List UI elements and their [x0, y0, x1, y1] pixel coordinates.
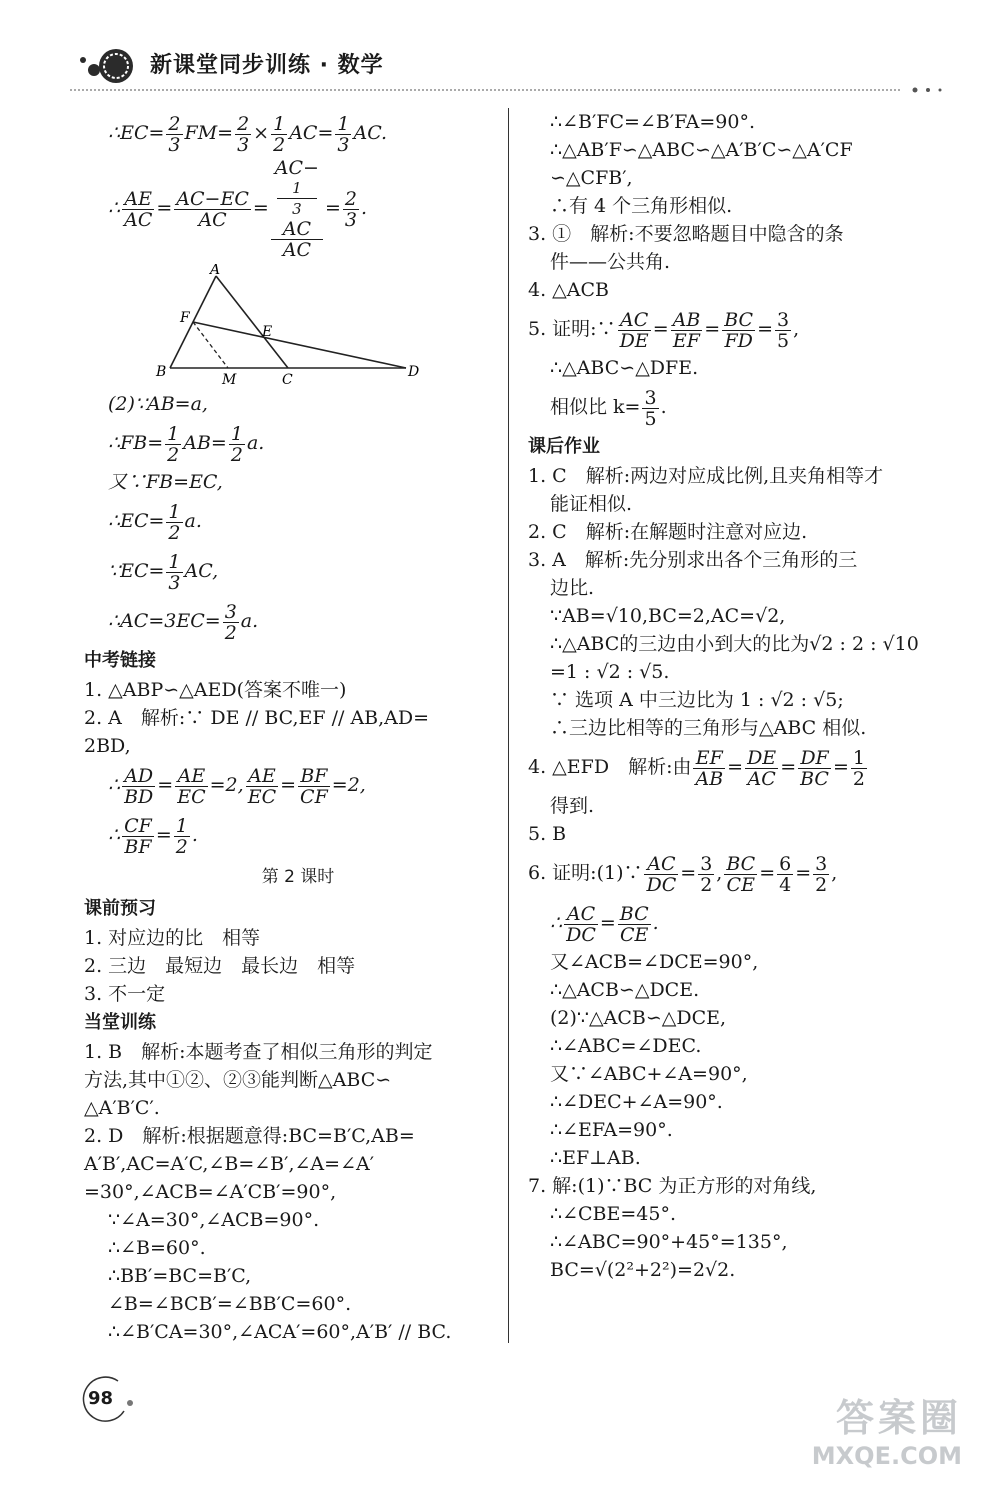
eq-line-z4: ∴ $\frac{CF}{BF}$ = $\frac{1}{2}$ . — [108, 814, 198, 858]
label-f: F — [180, 310, 190, 326]
section-heading: 中考链接 — [84, 650, 156, 671]
book-logo-icon — [76, 46, 140, 86]
answer-line: ∴△ACB∽△DCE. — [550, 979, 700, 1001]
page-header — [70, 40, 970, 90]
answer-line: 5. B — [528, 823, 567, 845]
answer-line: ∴有 4 个三角形相似. — [550, 195, 733, 217]
answer-line: 1. △ABP∽△AED(答案不唯一) — [84, 679, 347, 701]
answer-line: ∽△CFB′, — [550, 167, 633, 189]
answer-line: 又∵∠ABC+∠A=90°, — [550, 1063, 748, 1085]
header-title: 新课堂同步训练 · 数学 — [150, 53, 384, 78]
answer-line: ∴三边比相等的三角形与△ABC 相似. — [550, 717, 867, 739]
answer-line: ∴△ABC的三边由小到大的比为√2 : 2 : √10 — [550, 633, 919, 655]
answer-line: ∴∠CBE=45°. — [550, 1203, 677, 1225]
eq-line-8: ∴AC=3EC= $\frac{3}{2}$ a. — [108, 600, 259, 644]
answer-line: 1. 对应边的比 相等 — [84, 927, 261, 949]
eq-line-7: ∵EC= $\frac{1}{3}$ AC, — [108, 550, 219, 594]
answer-line: 3. ① 解析:不要忽略题目中隐含的条 — [528, 223, 844, 245]
watermark-bottom-text: MXQE.COM — [811, 1442, 962, 1470]
answer-line: 2. 三边 最短边 最长边 相等 — [84, 955, 356, 977]
answer-line: ∵ 选项 A 中三边比为 1 : √2 : √5; — [550, 689, 844, 711]
geometry-figure — [148, 264, 488, 384]
label-a: A — [210, 264, 221, 278]
answer-line: ∴EF⊥AB. — [550, 1147, 641, 1169]
answer-line: ∴∠B′FC=∠B′FA=90°. — [550, 111, 756, 133]
right-column — [528, 108, 940, 1284]
answer-line: 1. C 解析:两边对应成比例,且夹角相等才 — [528, 465, 884, 487]
left-column — [84, 108, 488, 1346]
answer-line: ∴∠ABC=90°+45°=135°, — [550, 1231, 788, 1253]
answer-line: 边比. — [550, 577, 595, 599]
answer-line: ∵AB=√10,BC=2,AC=√2, — [550, 605, 786, 627]
watermark-top-text: 答案圈 — [835, 1396, 962, 1440]
page-number: 98 — [88, 1388, 114, 1409]
answer-line: 得到. — [550, 795, 595, 817]
answer-line: 能证相似. — [550, 493, 633, 515]
answer-line: =30°,∠ACB=∠A′CB′=90°, — [84, 1181, 337, 1203]
answer-line: 2BD, — [84, 735, 131, 757]
label-c: C — [282, 372, 293, 384]
eq-line-h7: ∴ $\frac{AC}{DC}$ = $\frac{BC}{CE}$ . — [550, 902, 659, 946]
section-heading: 当堂训练 — [84, 1012, 156, 1033]
section-heading: 课后作业 — [528, 436, 600, 457]
answer-line: 7. 解:(1)∵BC 为正方形的对角线, — [528, 1175, 817, 1197]
eq-line-z3: ∴ $\frac{AD}{BD}$ = $\frac{AE}{EC}$ =2, $\frac{AE}{EC}$ = $\frac{BF}{CF}$ =2, — [108, 764, 366, 808]
watermark-logo — [762, 1387, 962, 1470]
answer-line: 3. A 解析:先分别求出各个三角形的三 — [528, 549, 858, 571]
answer-line: (2)∵△ACB∽△DCE, — [550, 1007, 727, 1029]
lesson-title: 第 2 课时 — [261, 867, 335, 887]
answer-line: ∴∠ABC=∠DEC. — [550, 1035, 702, 1057]
answer-line: 3. 不一定 — [84, 983, 166, 1005]
text-line: 又∵FB=EC, — [108, 471, 223, 493]
section-heading: 课前预习 — [84, 898, 156, 919]
answer-line: ∵∠A=30°,∠ACB=90°. — [108, 1209, 320, 1231]
answer-line: 2. A 解析:∵ DE // BC,EF // AB,AD= — [84, 707, 430, 729]
answer-line: 1. B 解析:本题考查了相似三角形的判定 — [84, 1041, 433, 1063]
answer-line: ∴△ABC∽△DFE. — [550, 357, 699, 379]
eq-line-r7: 5. 证明:∵ $\frac{AC}{DE}$ = $\frac{AB}{EF}$ = $\frac{BC}{FD}$ = $\frac{3}{5}$ , — [528, 308, 800, 352]
answer-line: △A′B′C′. — [84, 1097, 160, 1119]
answer-line: ∴∠B=60°. — [108, 1237, 206, 1259]
answer-line: 方法,其中①②、②③能判断△ABC∽ — [84, 1069, 392, 1091]
eq-line-4: ∴FB= $\frac{1}{2}$ AB= $\frac{1}{2}$ a. — [108, 422, 265, 466]
answer-line: 又∠ACB=∠DCE=90°, — [550, 951, 759, 973]
eq-line-h4: 4. △EFD 解析:由 $\frac{EF}{AB}$ = $\frac{DE}{AC}$ = $\frac{DF}{BC}$ = $\frac{1}{2}$ — [528, 746, 865, 790]
answer-line: ∠B=∠BCB′=∠BB′C=60°. — [108, 1293, 352, 1315]
text-line: (2)∵AB=a, — [108, 393, 208, 415]
answer-line: =1 : √2 : √5. — [550, 661, 670, 683]
answer-line: 2. C 解析:在解题时注意对应边. — [528, 521, 808, 543]
label-e: E — [262, 324, 273, 340]
answer-line: 2. D 解析:根据题意得:BC=B′C,AB= — [84, 1125, 415, 1147]
answer-line: ∴∠B′CA=30°,∠ACA′=60°,A′B′ // BC. — [108, 1321, 452, 1343]
eq-line-h6: 6. 证明:(1)∵ $\frac{AC}{DC}$ = $\frac{3}{2}$ , $\frac{BC}{CE}$ = $\frac{6}{4}$ = $\frac{3}{2}$ , — [528, 852, 838, 896]
answer-line: A′B′,AC=A′C,∠B=∠B′,∠A=∠A′ — [84, 1153, 375, 1175]
header-rule — [70, 86, 970, 94]
eq-line-2: ∴ $\frac{AE}{AC}$ = $\frac{AC-EC}{AC}$ = AC− 1 3 AC AC = $\frac{2}{3}$ . — [108, 157, 368, 261]
label-m: M — [222, 372, 237, 384]
eq-line-6: ∴EC= $\frac{1}{2}$ a. — [108, 500, 202, 544]
triangle-diagram — [148, 264, 488, 384]
answer-line: BC=√(2²+2²)=2√2. — [550, 1259, 736, 1281]
answer-line: ∴△AB′F∽△ABC∽△A′B′C∽△A′CF — [550, 139, 853, 161]
column-divider — [508, 108, 509, 1343]
label-b: B — [156, 364, 167, 380]
eq-line-r9: 相似比 k= $\frac{3}{5}$ . — [550, 386, 667, 430]
answer-line: ∴BB′=BC=B′C, — [108, 1265, 252, 1287]
answer-line: 4. △ACB — [528, 279, 610, 301]
answer-line: ∴∠EFA=90°. — [550, 1119, 673, 1141]
answer-line: 件——公共角. — [550, 251, 671, 273]
eq-line-1: ∴EC= $\frac{2}{3}$ FM= $\frac{2}{3}$ × $\frac{1}{2}$ AC= $\frac{1}{3}$ AC. — [108, 112, 388, 156]
label-d: D — [408, 364, 420, 380]
answer-line: ∴∠DEC+∠A=90°. — [550, 1091, 723, 1113]
